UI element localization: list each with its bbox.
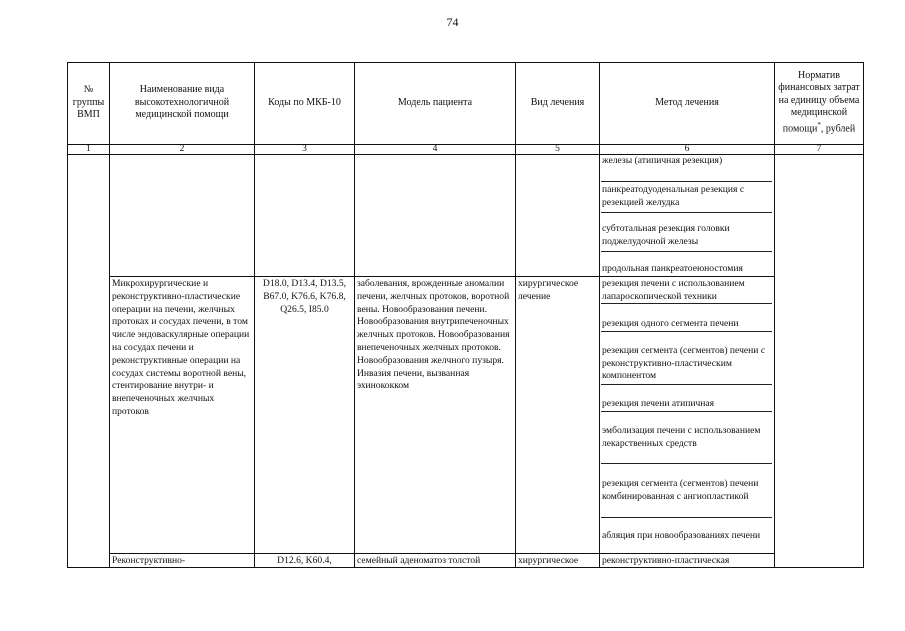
method-item: резекция сегмента (сегментов) печени с реконструктивно-пластическим компонентом bbox=[602, 345, 766, 382]
care-type-name: Микрохирургические и реконструктивно-пластические операции на печени, желчных протоках и сосудах печени, в том числе эндоваскулярные операции на сосудах печени и реконструктивные операции на сосудах системы воротной вены, стентирование внутри- и внепеченочных желчных протоков bbox=[112, 278, 250, 417]
header-cost-standard-text: Норматив финансовых затрат на единицу объема медицинской помощи*, рублей bbox=[778, 69, 860, 135]
column-number-6: 6 bbox=[684, 144, 690, 154]
header-treatment-method: Метод лечения bbox=[655, 96, 719, 108]
method-item: железы (атипичная резекция) bbox=[602, 155, 723, 166]
method-separator bbox=[601, 411, 772, 412]
method-item: резекция печени атипичная bbox=[602, 398, 715, 409]
header-care-type-name: Наименование вида высокотехнологичной медицинской помощи bbox=[134, 84, 230, 121]
next-icd-codes: D12.6, K60.4, bbox=[277, 555, 332, 566]
header-patient-model: Модель пациента bbox=[397, 96, 473, 108]
method-separator bbox=[601, 303, 772, 304]
method-separator bbox=[601, 517, 772, 518]
method-separator bbox=[601, 212, 772, 213]
page-number: 74 bbox=[446, 15, 459, 29]
method-separator bbox=[601, 331, 772, 332]
method-item: субтотальная резекция головки поджелудочной железы bbox=[602, 223, 730, 247]
column-number-4: 4 bbox=[432, 144, 438, 154]
row-divider-main bbox=[109, 276, 775, 277]
header-treatment-type: Вид лечения bbox=[530, 96, 585, 108]
next-care-type-name: Реконструктивно- bbox=[112, 555, 186, 566]
header-group-number: № группы ВМП bbox=[72, 84, 105, 121]
header-icd-codes: Коды по МКБ-10 bbox=[268, 96, 341, 108]
method-item: резекция одного сегмента печени bbox=[602, 318, 739, 329]
method-separator bbox=[601, 384, 772, 385]
header-cost-standard bbox=[775, 62, 863, 144]
method-item: продольная панкреатоеюностомия bbox=[602, 263, 743, 274]
icd-codes: D18.0, D13.4, D13.5, B67.0, K76.6, K76.8, Q26.5, I85.0 bbox=[262, 278, 347, 315]
column-number-2: 2 bbox=[179, 144, 185, 154]
column-number-5: 5 bbox=[555, 144, 560, 154]
treatment-type: хирургическое лечение bbox=[518, 278, 579, 302]
patient-model: заболевания, врожденные аномалии печени, желчных протоков, воротной вены. Новообразования печени. Новообразования внутрипеченочных желчных протоков. Новообразования внепеченочных желчных протоков. Новообразования желчного пузыря. Инвазия печени, вызванная эхинококком bbox=[357, 278, 510, 392]
method-separator bbox=[601, 251, 772, 252]
method-separator bbox=[601, 181, 772, 182]
footnote-marker: * bbox=[817, 121, 821, 130]
next-patient-model: семейный аденоматоз толстой bbox=[357, 555, 481, 566]
column-number-7: 7 bbox=[816, 144, 822, 154]
column-number-1: 1 bbox=[86, 144, 91, 154]
method-item: эмболизация печени с использованием лекарственных средств bbox=[602, 425, 761, 449]
next-method-item: реконструктивно-пластическая bbox=[602, 555, 730, 566]
method-item: резекция печени с использованием лапароскопической техники bbox=[602, 278, 745, 302]
row-divider-next bbox=[109, 553, 775, 554]
table-border-right bbox=[863, 62, 864, 568]
method-item: панкреатодуоденальная резекция с резекцией желудка bbox=[602, 184, 745, 208]
column-number-3: 3 bbox=[302, 144, 307, 154]
method-item: абляция при новообразованиях печени bbox=[602, 530, 761, 541]
next-treatment-type: хирургическое bbox=[518, 555, 579, 566]
vmp-table bbox=[67, 62, 864, 568]
method-separator bbox=[601, 463, 772, 464]
method-item: резекция сегмента (сегментов) печени комбинированная с ангиопластикой bbox=[602, 478, 759, 502]
